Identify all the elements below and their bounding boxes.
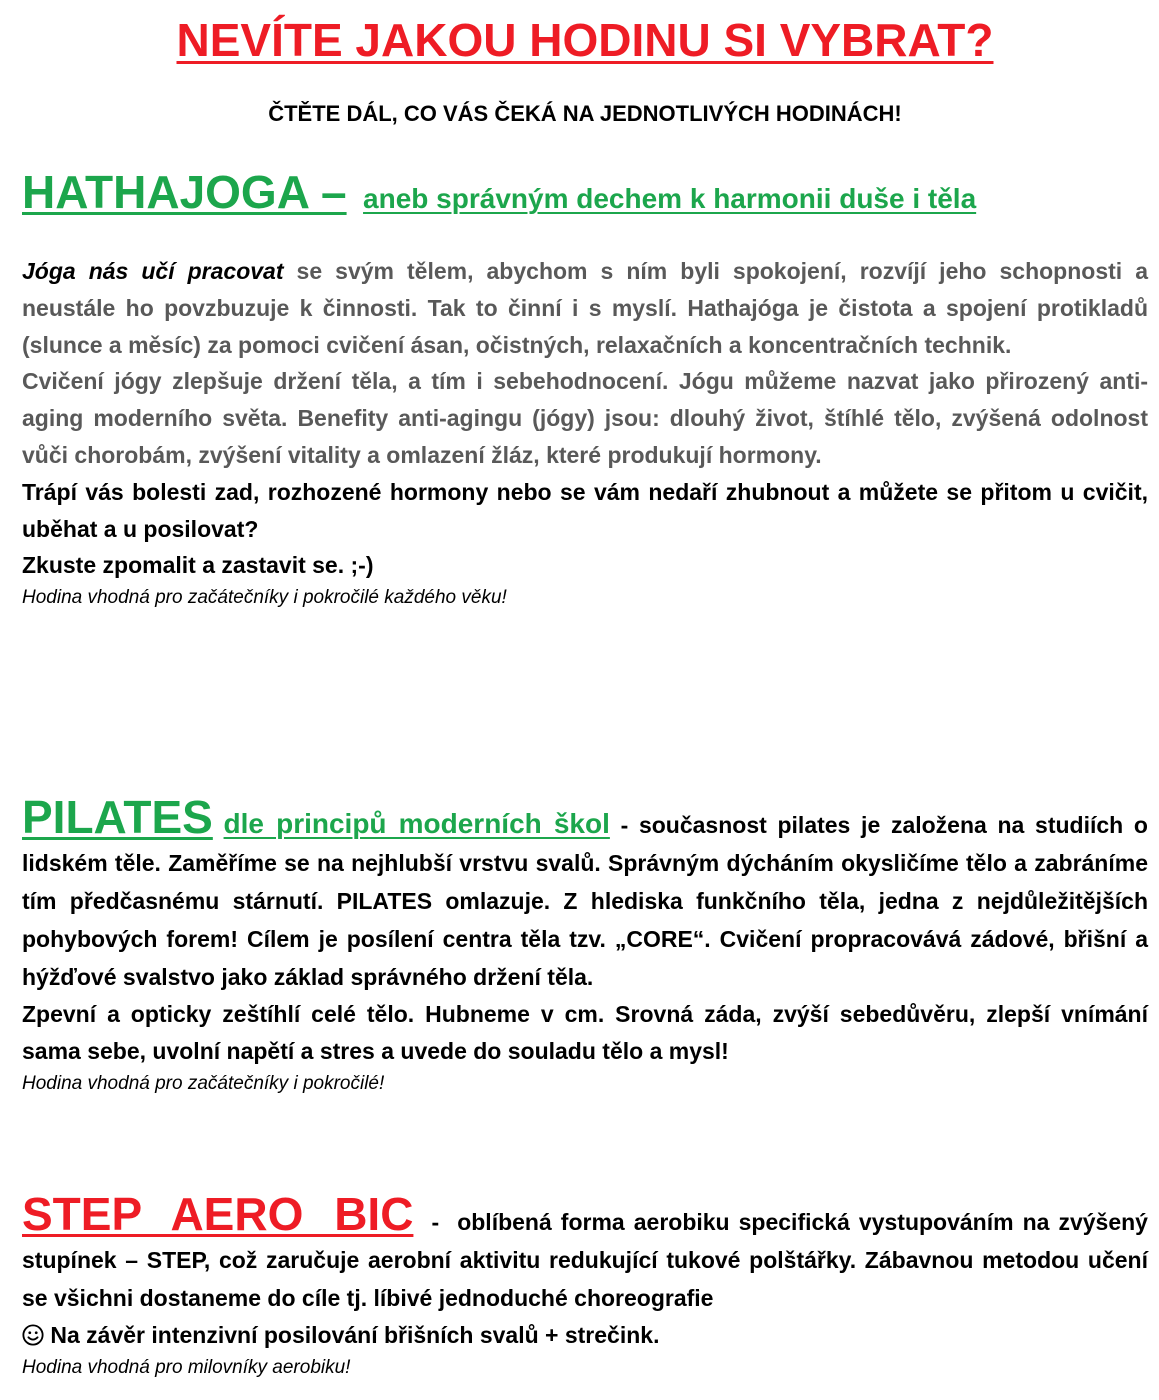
hathajoga-lead: Jóga nás učí pracovat — [22, 258, 284, 284]
section-pilates — [22, 790, 1148, 1098]
pilates-heading: PILATES — [22, 791, 213, 843]
hathajoga-tagline: aneb správným dechem k harmonii duše i těla — [363, 183, 977, 214]
hathajoga-note: Hodina vhodná pro začátečníky i pokročilé každého věku! — [22, 587, 507, 609]
pilates-note: Hodina vhodná pro začátečníky i pokročilé! — [22, 1072, 385, 1094]
main-title: NEVÍTE JAKOU HODINU SI VYBRAT? — [176, 14, 994, 66]
pilates-paragraph-1-text: - současnost pilates je založena na studiích o lidském těle. Zaměříme se na nejhlubší vrstvu svalů. Správným dýcháním okysličíme tělo a zabráníme tím předčasnému stárnutí. PILATES omlazuje. Z hlediska funkčního těla, jedna z nejdůležitějších pohybových forem! Cílem je posílení centra těla tzv. „CORE“. Cvičení propracovává zádové, břišní a hýžďové svalstvo jako základ správného držení těla. — [22, 812, 1148, 990]
section-hathajoga — [22, 165, 1148, 612]
pilates-paragraph-1 — [22, 790, 1148, 996]
hathajoga-paragraph-1 — [22, 253, 1148, 363]
hathajoga-heading-row — [22, 165, 1148, 253]
hathajoga-paragraph-2: Cvičení jógy zlepšuje držení těla, a tím i sebehodnocení. Jógu můžeme nazvat jako přirozený anti-aging moderního světa. Benefity anti-agingu (jógy) jsou: dlouhý život, štíhlé tělo, zvýšená odolnost vůči chorobám, zvýšení vitality a omlazení žláz, které produkují hormony. — [22, 368, 1148, 468]
step-paragraph-2-text: Na závěr intenzivní posilování břišních svalů + strečink. — [44, 1322, 660, 1348]
hathajoga-heading: HATHAJOGA – — [22, 166, 347, 218]
hathajoga-paragraph-4: Zkuste zpomalit a zastavit se. ;-) — [22, 552, 374, 579]
hathajoga-paragraph-1-text: se svým tělem, abychom s ním byli spokojení, rozvíjí jeho schopnosti a neustále ho povzbuzuje k činnosti. Tak to činní i s myslí. Hathajóga je čistota a spojení protikladů (slunce a měsíc) za pomoci cvičení ásan, očistných, relaxačních a koncentračních technik. — [22, 258, 1148, 358]
step-paragraph-2 — [22, 1317, 1148, 1354]
pilates-paragraph-2: Zpevní a opticky zeštíhlí celé tělo. Hubneme v cm. Srovná záda, zvýší sebedůvěru, zlepší vnímání sama sebe, uvolní napětí a stres a uvede do souladu tělo a mysl! — [22, 1001, 1148, 1064]
pilates-tagline: dle principů moderních škol — [223, 808, 610, 839]
step-paragraph-1 — [22, 1187, 1155, 1317]
section-step-aerobic — [22, 1187, 1155, 1382]
subtitle: ČTĚTE DÁL, CO VÁS ČEKÁ NA JEDNOTLIVÝCH HODINÁCH! — [268, 101, 902, 126]
hathajoga-paragraph-3: Trápí vás bolesti zad, rozhozené hormony nebo se vám nedaří zhubnout a můžete se přitom u cvičit, uběhat a u posilovat? — [22, 478, 1148, 542]
step-paragraph-1-text: - oblíbená forma aerobiku specifická vystupováním na zvýšený stupínek – STEP, což zaručuje aerobní aktivitu redukující tukové polštářky. Zábavnou metodou učení se všichni dostaneme do cíle tj. líbivé jednoduché choreografie — [22, 1209, 1155, 1311]
step-note: Hodina vhodná pro milovníky aerobiku! — [22, 1356, 351, 1378]
smiley-face-icon — [22, 1324, 44, 1346]
step-heading: STEP AERO BIC — [22, 1188, 414, 1240]
